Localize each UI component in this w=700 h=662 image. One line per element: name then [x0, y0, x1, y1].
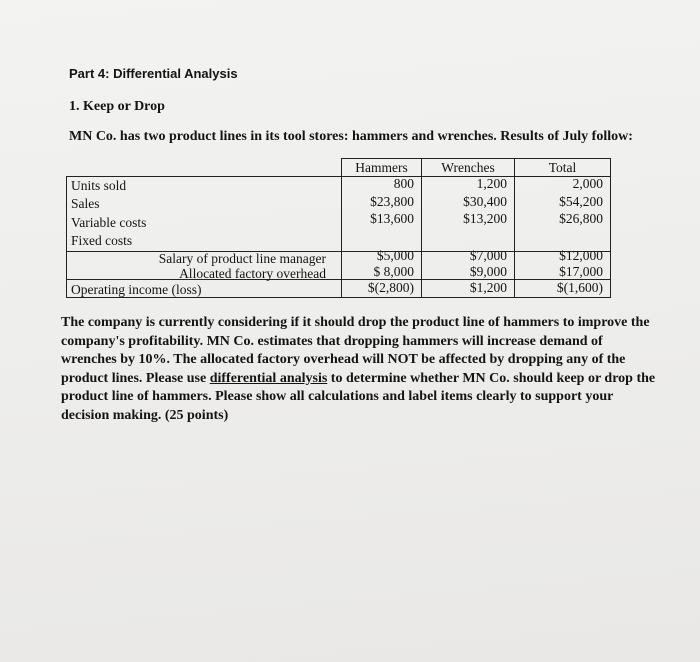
paragraph-line: company's profitability. MN Co. estimates that dropping hammers will increase demand of [61, 333, 603, 349]
table-cell: $30,400 [463, 194, 507, 209]
row-label: Allocated factory overhead [179, 266, 326, 281]
table-cell: $(2,800) [367, 280, 414, 295]
table-border [341, 158, 611, 159]
table-cell: $(1,600) [556, 280, 603, 295]
paragraph-line: The company is currently considering if it should drop the product line of hammers to improve the [61, 315, 650, 330]
column-header: Total [548, 160, 577, 175]
underlined-term: differential analysis [209, 370, 328, 386]
row-label: Salary of product line manager [158, 251, 326, 266]
table-cell: $26,800 [559, 211, 603, 226]
row-label: Fixed costs [71, 233, 133, 248]
row-label: Sales [71, 196, 100, 211]
table-border [66, 176, 67, 298]
table-cell: $54,200 [559, 194, 603, 209]
row-label: Units sold [71, 178, 127, 193]
table-cell: $ 8,000 [373, 264, 414, 279]
paragraph-line: wrenches by 10%. The allocated factory overhead will NOT be affected by dropping any of the [61, 352, 626, 367]
paragraph-line: product line of hammers. Please show all calculations and label items clearly to support your [61, 389, 614, 404]
results-table [66, 158, 611, 298]
table-cell: $23,800 [370, 194, 414, 209]
table-cell: $13,200 [463, 211, 507, 226]
text-fragment: product lines. Please use [61, 370, 210, 386]
table-border [610, 158, 611, 298]
table-cell: $7,000 [469, 248, 507, 263]
table-cell: $1,200 [469, 280, 507, 295]
table-cell: $17,000 [559, 264, 603, 279]
table-cell: $13,600 [370, 211, 414, 226]
row-label: Operating income (loss) [71, 282, 202, 297]
table-cell: $5,000 [376, 248, 414, 263]
paragraph-line: decision making. (25 points) [61, 407, 229, 423]
table-cell: 1,200 [476, 176, 507, 191]
table-cell: $9,000 [469, 264, 507, 279]
table-cell: 2,000 [572, 176, 603, 191]
assignment-instructions [61, 314, 681, 425]
section-title: 1. Keep or Drop [69, 99, 165, 114]
text-fragment: to determine whether MN Co. should keep or drop the [327, 370, 656, 386]
paragraph-line [61, 370, 681, 389]
column-header: Hammers [355, 160, 408, 175]
row-label: Variable costs [71, 215, 147, 230]
part-title: Part 4: Differential Analysis [69, 66, 238, 81]
table-cell: $12,000 [559, 248, 603, 263]
table-cell: 800 [393, 176, 414, 191]
intro-text: MN Co. has two product lines in its tool stores: hammers and wrenches. Results of July follow: [69, 129, 633, 144]
column-header: Wrenches [441, 160, 495, 175]
